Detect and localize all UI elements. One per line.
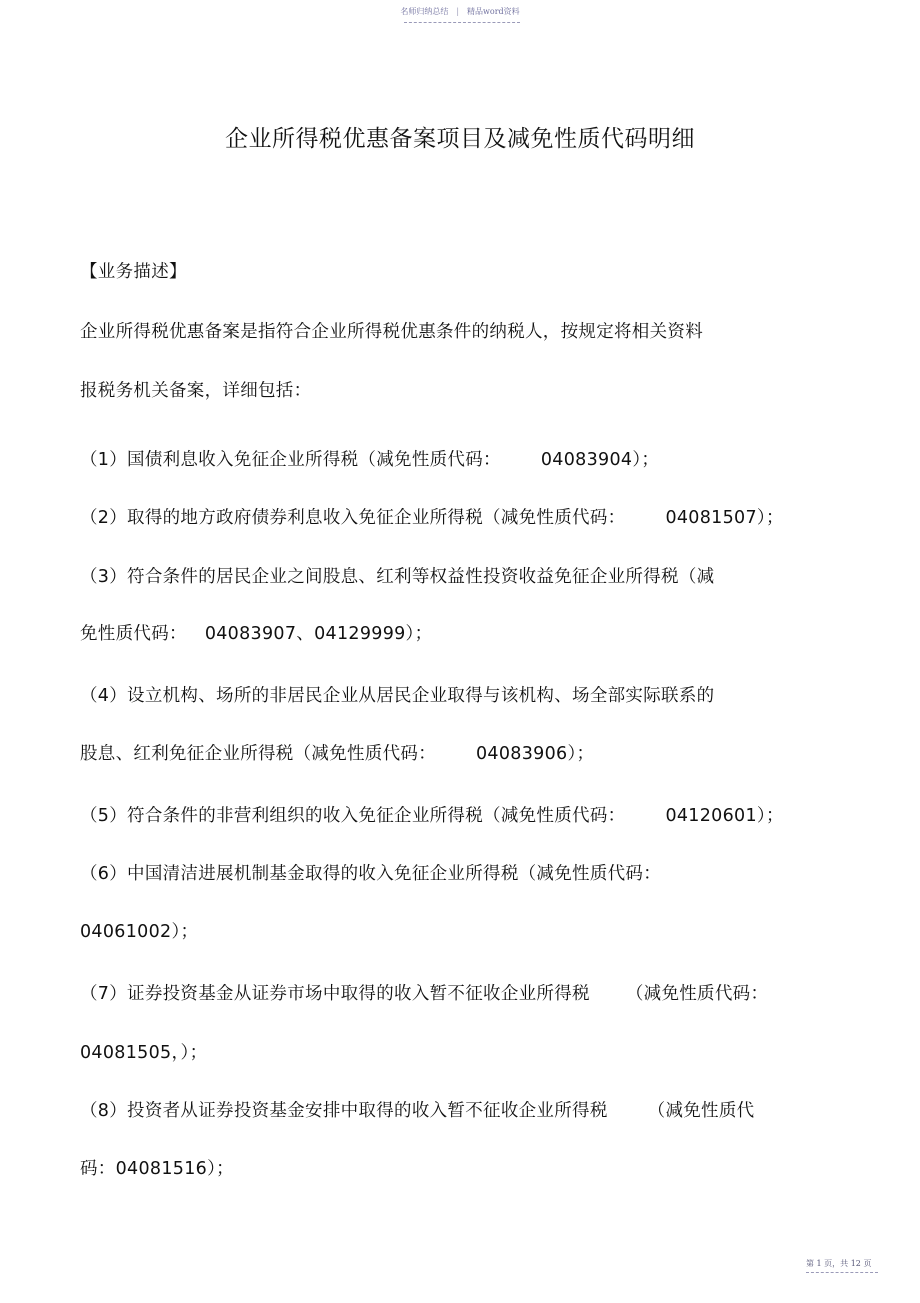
intro-line-2: 报税务机关备案，详细包括： [80,381,312,401]
item-7-line-1 [80,980,768,1005]
item-2 [80,504,784,529]
item-4-code: 04083906）； [476,744,595,764]
item-1-code: 04083904）； [540,450,660,470]
item-1 [80,446,659,471]
item-3-code: 04083907、04129999）； [204,624,433,644]
section-heading: 【业务描述】 [80,262,187,282]
item-8-text: （8）投资者从证券投资基金安排中取得的收入暂不征收企业所得税 [80,1101,608,1121]
item-7-tail: （减免性质代码： [625,984,769,1004]
item-3-line-1: （3）符合条件的居民企业之间股息、红利等权益性投资收益免征企业所得税（减 [80,567,715,587]
item-7-line-2: 04081505，）； [80,1043,208,1063]
item-1-text: （1）国债利息收入免征企业所得税（减免性质代码： [80,450,501,470]
item-2-code: 04081507）； [665,508,784,528]
item-4-line-2 [80,740,594,765]
item-3-line-2 [80,620,432,645]
item-3-label: 免性质代码： [80,624,187,644]
document-title: 企业所得税优惠备案项目及减免性质代码明细 [225,126,695,152]
item-7-text: （7）证券投资基金从证券市场中取得的收入暂不征收企业所得税 [80,984,590,1004]
item-5-text: （5）符合条件的非营利组织的收入免征企业所得税（减免性质代码： [80,806,626,826]
footer-divider [806,1272,878,1273]
page-header [0,6,920,17]
item-4-label: 股息、红利免征企业所得税（减免性质代码： [80,744,436,764]
item-4-line-1: （4）设立机构、场所的非居民企业从居民企业取得与该机构、场全部实际联系的 [80,686,715,706]
header-right-text: 精品word资料 [467,7,520,16]
intro-line-1: 企业所得税优惠备案是指符合企业所得税优惠条件的纳税人，按规定将相关资料 [80,322,703,342]
item-8-tail: （减免性质代 [647,1101,755,1121]
item-5-code: 04120601）； [665,806,784,826]
item-2-text: （2）取得的地方政府债券利息收入免征企业所得税（减免性质代码： [80,508,626,528]
header-left-text: 名师归纳总结 [400,7,449,16]
item-8-line-2: 码：04081516）； [80,1159,234,1179]
header-divider [404,22,520,23]
item-8-line-1 [80,1097,754,1122]
header-separator: | [456,7,460,16]
item-6-line-1: （6）中国清洁进展机制基金取得的收入免征企业所得税（减免性质代码： [80,864,662,884]
item-5 [80,802,784,827]
item-6-line-2: 04061002）； [80,922,199,942]
page-number: 第 1 页，共 12 页 [806,1259,872,1268]
